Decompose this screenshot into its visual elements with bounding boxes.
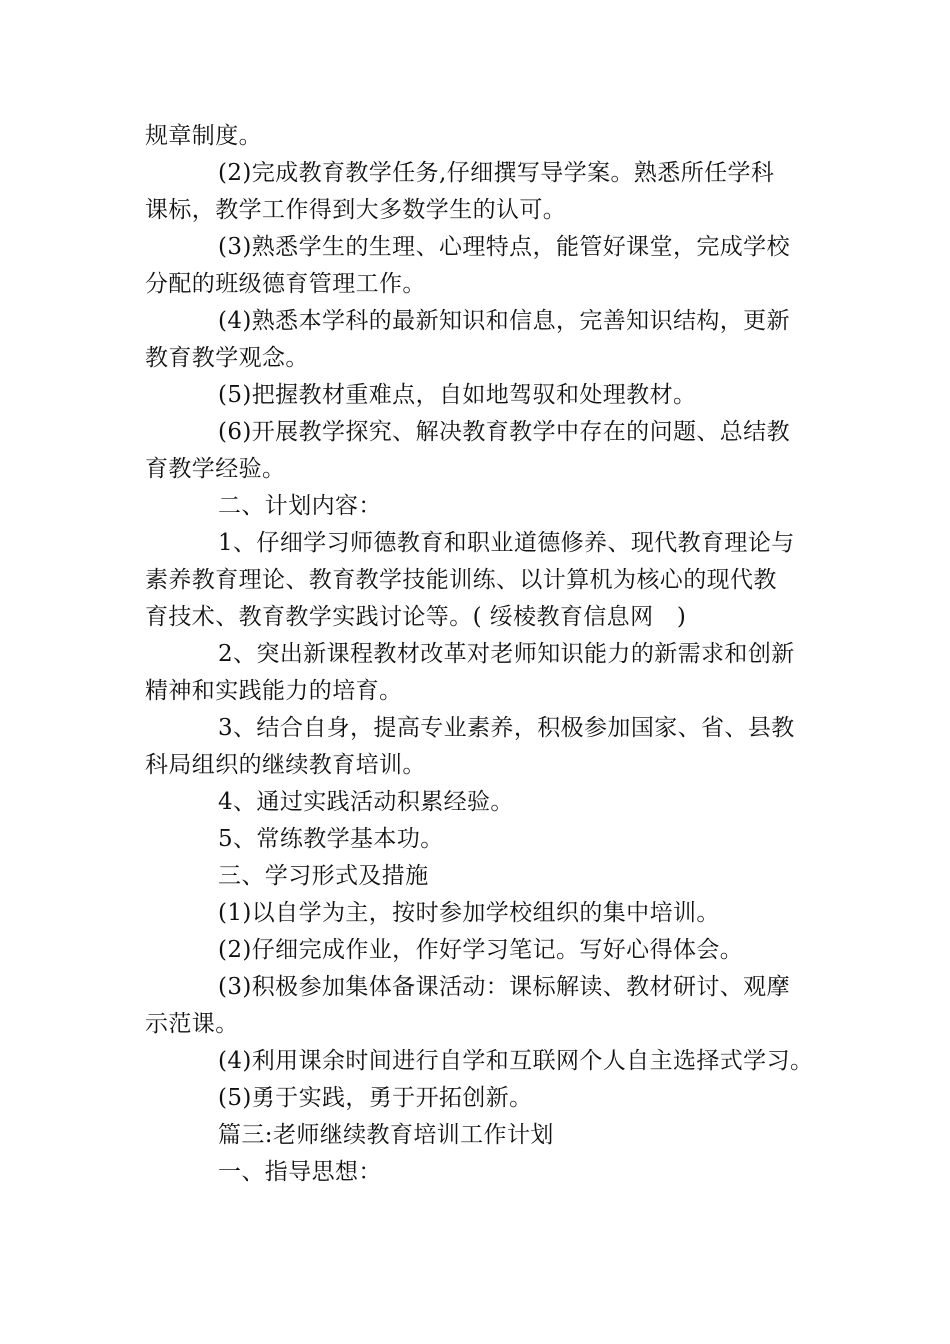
text-line: 精神和实践能力的培育。 xyxy=(145,678,403,704)
text-line: 素养教育理论、教育教学技能训练、以计算机为核心的现代教 xyxy=(145,567,777,593)
section-heading: 一、指导思想： xyxy=(218,1159,382,1185)
text-line: 育技术、教育教学实践讨论等。( 绥棱教育信息网 ) xyxy=(145,604,687,630)
body-text xyxy=(145,118,825,1191)
section-heading: 二、计划内容： xyxy=(218,493,382,519)
text-line: (3)熟悉学生的生理、心理特点，能管好课堂，完成学校 xyxy=(218,234,790,260)
text-line: 课标，教学工作得到大多数学生的认可。 xyxy=(145,197,567,223)
text-line: (3)积极参加集体备课活动：课标解读、教材研讨、观摩 xyxy=(218,974,790,1000)
text-line: (5)勇于实践，勇于开拓创新。 xyxy=(218,1085,533,1111)
text-line: 4、通过实践活动积累经验。 xyxy=(218,789,514,815)
text-line: 示范课。 xyxy=(145,1011,239,1037)
text-line: 3、结合自身，提高专业素养，积极参加国家、省、县教 xyxy=(218,715,795,741)
text-line: 教育教学观念。 xyxy=(145,345,309,371)
text-line: 育教学经验。 xyxy=(145,456,286,482)
text-line: (6)开展教学探究、解决教育教学中存在的问题、总结教 xyxy=(218,419,790,445)
text-line: (2)完成教育教学任务,仔细撰写导学案。熟悉所任学科 xyxy=(218,160,775,186)
text-line: (5)把握教材重难点，自如地驾驭和处理教材。 xyxy=(218,382,697,408)
chapter-title: 篇三:老师继续教育培训工作计划 xyxy=(218,1122,554,1148)
text-line: 5、常练教学基本功。 xyxy=(218,826,444,852)
text-line: (4)利用课余时间进行自学和互联网个人自主选择式学习。 xyxy=(218,1048,814,1074)
text-line: (1)以自学为主，按时参加学校组织的集中培训。 xyxy=(218,900,720,926)
text-line: 2、突出新课程教材改革对老师知识能力的新需求和创新 xyxy=(218,641,795,667)
section-heading: 三、学习形式及措施 xyxy=(218,863,429,889)
text-line: (2)仔细完成作业，作好学习笔记。写好心得体会。 xyxy=(218,937,744,963)
text-line: 科局组织的继续教育培训。 xyxy=(145,752,426,778)
text-line: 分配的班级德育管理工作。 xyxy=(145,271,426,297)
text-line: (4)熟悉本学科的最新知识和信息，完善知识结构，更新 xyxy=(218,308,790,334)
text-line: 1、仔细学习师德教育和职业道德修养、现代教育理论与 xyxy=(218,530,795,556)
text-line: 规章制度。 xyxy=(145,123,262,149)
